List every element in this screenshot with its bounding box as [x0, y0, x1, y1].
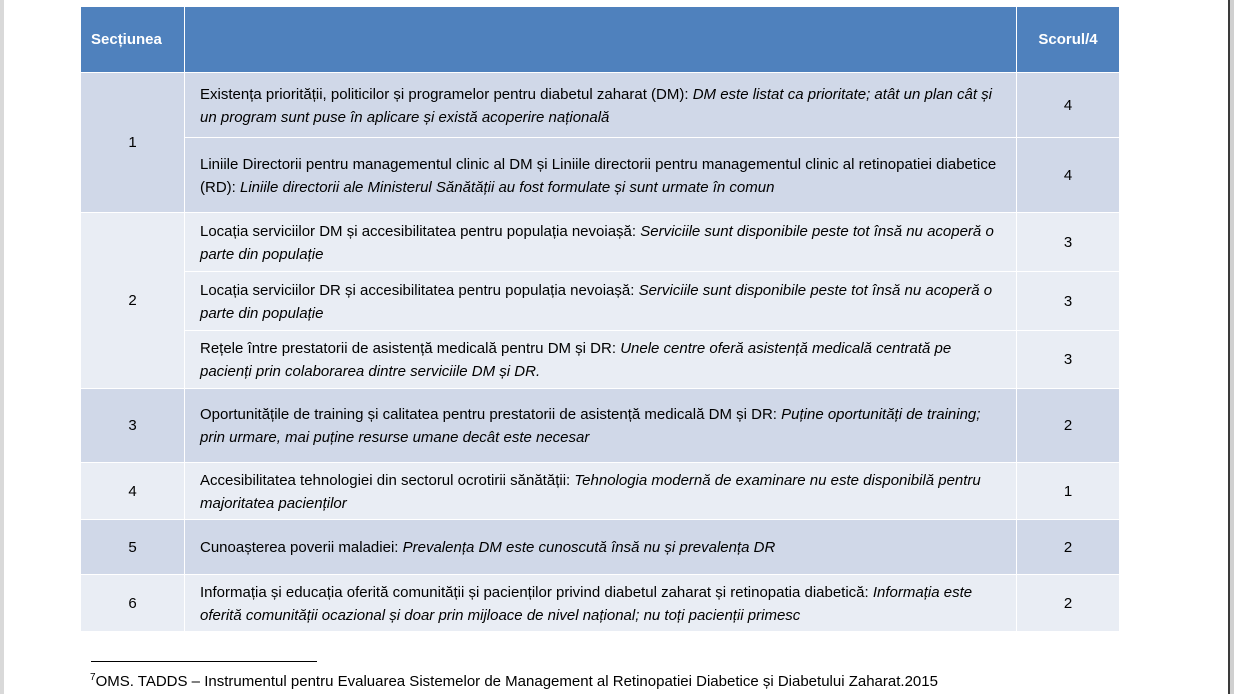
criterion-label: Informația și educația oferită comunității și pacienților privind diabetul zaharat și retinopatia diabetică: [200, 583, 873, 601]
criterion-assessment: Informația este oferită comunității ocazional și doar prin mijloace de nivel național; nu toți pacienții primesc [200, 583, 973, 624]
criterion-description [185, 520, 1017, 575]
score-value: 3 [1017, 213, 1120, 272]
footnote-rule [91, 661, 317, 662]
table-row [81, 463, 1120, 520]
score-value: 2 [1017, 389, 1120, 463]
criterion-description [185, 331, 1017, 389]
criterion-assessment: Unele centre oferă asistență medicală centrată pe pacienți prin colaborarea dintre serviciile DM și DR. [200, 340, 952, 380]
criterion-label: Locația serviciilor DM și accesibilitatea pentru populația nevoiașă: [200, 222, 641, 240]
criterion-label: Existența priorității, politicilor și programelor pentru diabetul zaharat (DM): [200, 85, 693, 103]
criterion-description [185, 272, 1017, 331]
page-right-edge [1230, 0, 1234, 694]
score-value: 1 [1017, 463, 1120, 520]
criterion-assessment: Liniile directorii ale Ministerul Sănătății au fost formulate și sunt urmate în comun [240, 178, 775, 196]
table-row [81, 213, 1120, 272]
criterion-label: Rețele între prestatorii de asistență medicală pentru DM și DR: [200, 340, 621, 357]
score-value: 3 [1017, 272, 1120, 331]
criterion-label: Locația serviciilor DR și accesibilitatea pentru populația nevoiașă: [200, 281, 639, 299]
criterion-label: Accesibilitatea tehnologiei din sectorul ocrotirii sănătății: [200, 471, 575, 489]
criterion-assessment: Tehnologia modernă de examinare nu este disponibilă pentru majoritatea pacienților [200, 471, 981, 512]
criterion-assessment: Serviciile sunt disponibile peste tot însă nu acoperă o parte din populație [200, 281, 993, 322]
table-header [81, 7, 1120, 73]
section-number: 6 [81, 575, 185, 632]
header-score: Scorul/4 [1017, 7, 1120, 73]
table-body [81, 73, 1120, 632]
footnote-marker: 7 [90, 672, 96, 683]
score-value: 2 [1017, 575, 1120, 632]
criterion-description [185, 389, 1017, 463]
table-row [81, 272, 1120, 331]
table-row [81, 389, 1120, 463]
table-row [81, 331, 1120, 389]
footnote [90, 673, 938, 690]
score-value: 2 [1017, 520, 1120, 575]
section-number: 1 [81, 73, 185, 213]
table-row [81, 520, 1120, 575]
assessment-table [80, 6, 1120, 632]
header-middle [185, 7, 1017, 73]
page-left-edge [0, 0, 4, 694]
footnote-text: OMS. TADDS – Instrumentul pentru Evaluarea Sistemelor de Management al Retinopatiei Diabetice și Diabetului Zaharat.2015 [95, 673, 938, 690]
criterion-label: Oportunitățile de training și calitatea pentru prestatorii de asistență medicală DM și DR: [200, 406, 782, 423]
section-number: 5 [81, 520, 185, 575]
criterion-description [185, 575, 1017, 632]
table-row [81, 73, 1120, 138]
header-section: Secțiunea [81, 7, 185, 73]
criterion-assessment: Serviciile sunt disponibile peste tot însă nu acoperă o parte din populație [200, 222, 994, 263]
criterion-assessment: Prevalența DM este cunoscută însă nu și prevalența DR [402, 539, 776, 556]
criterion-description [185, 463, 1017, 520]
criterion-description [185, 213, 1017, 272]
criterion-assessment: Puține oportunități de training; prin urmare, mai puține resurse umane decât este necesar [200, 406, 981, 446]
criterion-description [185, 138, 1017, 213]
criterion-assessment: DM este listat ca prioritate; atât un plan cât și un program sunt puse în aplicare și există acoperire națională [200, 85, 993, 126]
score-value: 4 [1017, 73, 1120, 138]
table-row [81, 138, 1120, 213]
criterion-description [185, 73, 1017, 138]
section-number: 4 [81, 463, 185, 520]
section-number: 2 [81, 213, 185, 389]
section-number: 3 [81, 389, 185, 463]
score-value: 4 [1017, 138, 1120, 213]
criterion-label: Cunoașterea poverii maladiei: [200, 539, 403, 556]
table-row [81, 575, 1120, 632]
criterion-label: Liniile Directorii pentru managementul clinic al DM și Liniile directorii pentru managementul clinic al retinopatiei diabetice (RD): [200, 155, 997, 196]
score-value: 3 [1017, 331, 1120, 389]
header-row [81, 7, 1120, 73]
